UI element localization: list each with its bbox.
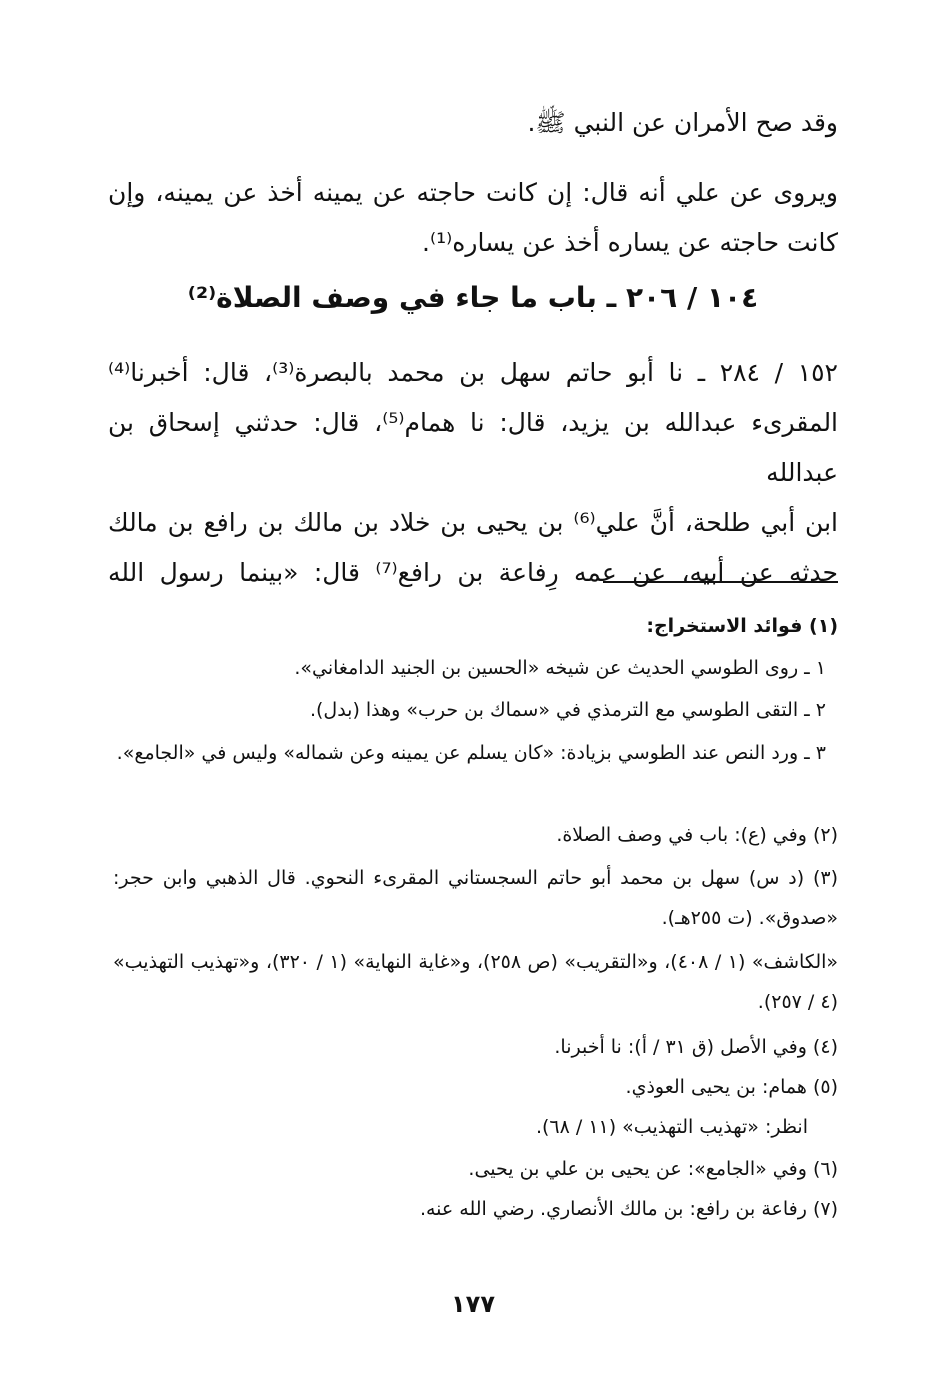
page-number: ١٧٧ — [451, 1290, 495, 1318]
hadith-line: ابن أبي طلحة، أنَّ علي⁽⁶⁾ بن يحيى بن خلاد بن مالك بن رافع بن مالك — [108, 508, 838, 537]
footnote-3-references: «الكاشف» (١ / ٤٠٨)، و«التقريب» (ص ٢٥٨)، و«غاية النهاية» (١ / ٣٢٠)، و«تهذيب التهذيب» (٤ / ٢٥٧). — [113, 951, 839, 1013]
footnote-5: (٥) همام: بن يحيى العوذي. — [625, 1076, 838, 1098]
footnote-6: (٦) وفي «الجامع»: عن يحيى بن علي بن يحيى. — [468, 1158, 838, 1180]
hadith-line: حدثه عن أبيه، عن عمه رِفاعة بن رافع⁽⁷⁾ قال: «بينما رسول الله — [108, 558, 838, 587]
hadith-line: المقرىء عبدالله بن يزيد، قال: نا همام⁽⁵⁾، قال: حدثني إسحاق بن عبدالله — [108, 408, 839, 487]
footnote-1-item: ٢ ـ التقى الطوسي مع الترمذي في «سماك بن حرب» وهذا (بدل). — [309, 699, 826, 721]
footnote-7: (٧) رفاعة بن رافع: بن مالك الأنصاري. رضي الله عنه. — [419, 1198, 838, 1220]
footnote-1-title: (١) فوائد الاستخراج: — [646, 615, 838, 637]
footnote-5-reference: انظر: «تهذيب التهذيب» (١١ / ٦٨). — [535, 1116, 808, 1138]
footnote-3: (٣) (د س) سهل بن محمد أبو حاتم السجستاني المقرىء النحوي. قال الذهبي وابن حجر: «صدوق». (ت ٢٥٥هـ). — [113, 867, 838, 929]
opening-line: وقد صح الأمران عن النبي ﷺ. — [527, 108, 838, 137]
hadith-line: ١٥٢ / ٢٨٤ ـ نا أبو حاتم سهل بن محمد بالبصرة⁽³⁾، قال: أخبرنا⁽⁴⁾ — [108, 358, 838, 387]
footnote-1-item: ٣ ـ ورد النص عند الطوسي بزيادة: «كان يسلم عن يمينه وعن شماله» وليس في «الجامع». — [116, 742, 826, 764]
footnote-2: (٢) وفي (ع): باب في وصف الصلاة. — [556, 824, 838, 846]
chapter-heading: ١٠٤ / ٢٠٦ ـ باب ما جاء في وصف الصلاة⁽²⁾ — [187, 281, 759, 314]
footnote-divider — [603, 581, 838, 583]
opening-paragraph: ويروى عن علي أنه قال: إن كانت حاجته عن يمينه أخذ عن يمينه، وإن كانت حاجته عن يساره أخذ عن يساره⁽¹⁾. — [108, 178, 838, 257]
footnote-4: (٤) وفي الأصل (ق ٣١ / أ): نا أخبرنا. — [554, 1036, 838, 1058]
hadith-text — [108, 348, 838, 598]
footnote-1-item: ١ ـ روى الطوسي الحديث عن شيخه «الحسين بن الجنيد الدامغاني». — [294, 657, 826, 679]
